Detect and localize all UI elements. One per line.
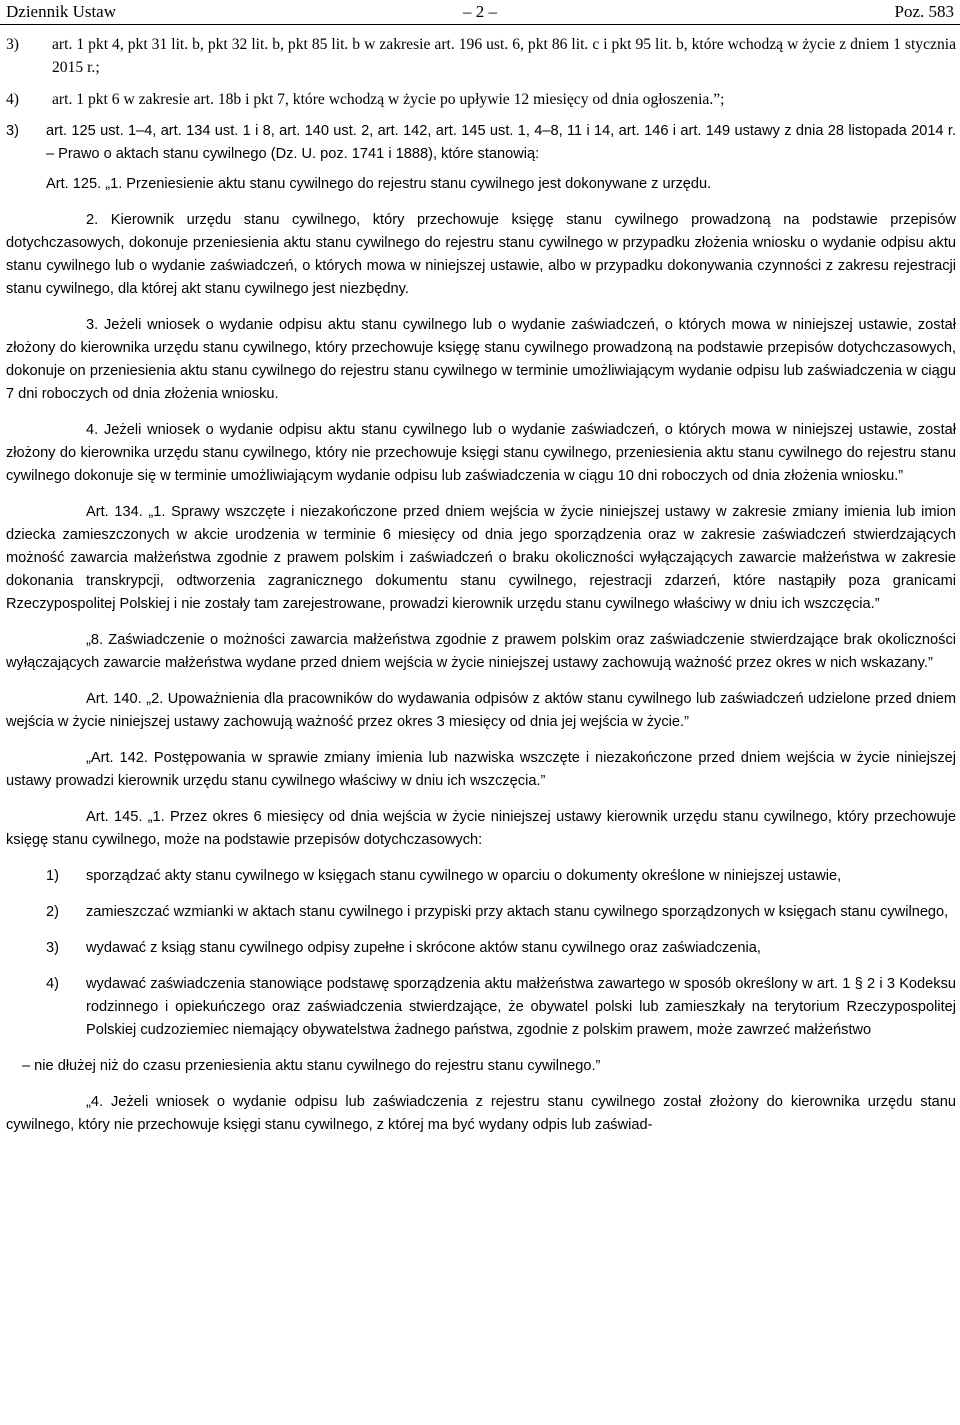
point-text: sporządzać akty stanu cywilnego w księgach stanu cywilnego w oparciu o dokumenty określone w niniejszej ustawie, xyxy=(86,868,842,884)
numbered-point xyxy=(0,937,960,960)
paragraph: „Art. 142. Postępowania w sprawie zmiany imienia lub nazwiska wszczęte i niezakończone przed dniem wejścia w życie niniejszej ustawy prowadzi kierownik urzędu stanu cywilnego właściwy w dniu ich wszczęcia.” xyxy=(6,750,956,789)
item-text: art. 125 ust. 1–4, art. 134 ust. 1 i 8, art. 140 ust. 2, art. 142, art. 145 ust. 1, 4–8, 11 i 14, art. 146 i art. 149 ustawy z dnia 28 listopada 2014 r. – Prawo o aktach stanu cywilnego (Dz. U. poz. 1741 i 1888), które stanowią: xyxy=(46,123,956,162)
numbered-point xyxy=(0,901,960,924)
paragraph: „8. Zaświadczenie o możności zawarcia małżeństwa zgodnie z prawem polskim oraz zaświadczenie stwierdzające brak okoliczności wyłączających zawarcie małżeństwa wydane przed dniem wejścia w życie niniejszej ustawy zachowują ważność przez okres w nich wskazany.” xyxy=(6,632,956,671)
list-item xyxy=(0,33,960,79)
point-number: 3) xyxy=(46,940,59,956)
paragraph: 2. Kierownik urzędu stanu cywilnego, który przechowuje księgę stanu cywilnego prowadzoną na podstawie przepisów dotychczasowych, dokonuje przeniesienia aktu stanu cywilnego do rejestru stanu cywilnego w przypadku złożenia wniosku o wydanie odpisu aktu stanu cywilnego lub o wydanie zaświadczeń, o których mowa w niniejszej ustawie, albo w przypadku dokonywania czynności z zakresu rejestracji stanu cywilnego, dla której akt stanu cywilnego jest niezbędny. xyxy=(6,212,956,297)
point-number: 1) xyxy=(46,868,59,884)
point-text: zamieszczać wzmianki w aktach stanu cywilnego i przypiski przy aktach stanu cywilnego sporządzonych w księgach stanu cywilnego, xyxy=(86,904,949,920)
document-body xyxy=(0,33,960,1137)
item-text: art. 1 pkt 6 w zakresie art. 18b i pkt 7, które wchodzą w życie po upływie 12 miesięcy od dnia ogłoszenia.”; xyxy=(52,91,725,108)
paragraph: Art. 134. „1. Sprawy wszczęte i niezakończone przed dniem wejścia w życie niniejszej ustawy w zakresie zmiany imienia lub imion dziecka zamieszczonych w akcie urodzenia w terminie 6 miesięcy od dnia jego sporządzenia oraz w zakresie zaświadczeń stwierdzających możność zawarcia małżeństwa zgodnie z prawem polskim i zaświadczeń o braku okoliczności wyłączających zawarcie małżeństwa w zakresie dokonania transkrypcji, odtworzenia zagranicznego dokumentu stanu cywilnego, rejestracji zdarzeń, które nastąpiły poza granicami Rzeczypospolitej Polskiej i nie zostały tam zarejestrowane, prowadzi kierownik urzędu stanu cywilnego właściwy w dniu ich wszczęcia.” xyxy=(6,504,956,612)
paragraph: 4. Jeżeli wniosek o wydanie odpisu aktu stanu cywilnego lub o wydanie zaświadczeń, o których mowa w niniejszej ustawie, został złożony do kierownika urzędu stanu cywilnego, który nie przechowuje księgi stanu cywilnego, przeniesienia aktu stanu cywilnego do rejestru stanu cywilnego dokonuje się w terminie umożliwiającym wydanie odpisu lub zaświadczenia w ciągu 10 dni roboczych od dnia złożenia wniosku.” xyxy=(6,422,956,484)
item-text: art. 1 pkt 4, pkt 31 lit. b, pkt 32 lit. b, pkt 85 lit. b w zakresie art. 196 ust. 6, pkt 86 lit. c i pkt 95 lit. b, które wchodzą w życie z dniem 1 stycznia 2015 r.; xyxy=(52,36,956,76)
paragraph: 3. Jeżeli wniosek o wydanie odpisu aktu stanu cywilnego lub o wydanie zaświadczeń, o których mowa w niniejszej ustawie, został złożony do kierownika urzędu stanu cywilnego, który przechowuje księgę stanu cywilnego prowadzoną na podstawie przepisów dotychczasowych, dokonuje on przeniesienia aktu stanu cywilnego do rejestru stanu cywilnego w terminie umożliwiającym wydanie odpisu lub zaświadczenia w ciągu 7 dni roboczych od dnia złożenia wniosku. xyxy=(6,317,956,402)
point-number: 4) xyxy=(46,976,59,992)
numbered-point xyxy=(0,865,960,888)
last-paragraph: „4. Jeżeli wniosek o wydanie odpisu lub zaświadczenia z rejestru stanu cywilnego został złożony do kierownika urzędu stanu cywilnego, który nie przechowuje księgi stanu cywilnego, z której ma być wydany odpis lub zaświad- xyxy=(6,1094,956,1133)
page-number: – 2 – xyxy=(463,2,497,21)
article-125-line: Art. 125. „1. Przeniesienie aktu stanu cywilnego do rejestru stanu cywilnego jest dokonywane z urzędu. xyxy=(46,176,712,192)
journal-title: Dziennik Ustaw xyxy=(6,2,117,21)
numbered-point xyxy=(0,973,960,1042)
main-list-item xyxy=(0,120,960,166)
page-header xyxy=(0,0,960,25)
dash-line: – nie dłużej niż do czasu przeniesienia aktu stanu cywilnego do rejestru stanu cywilnego.” xyxy=(22,1058,601,1074)
item-number: 3) xyxy=(6,123,19,139)
point-number: 2) xyxy=(46,904,59,920)
point-text: wydawać zaświadczenia stanowiące podstawę sporządzenia aktu małżeństwa zawartego w sposób określony w art. 1 § 2 i 3 Kodeksu rodzinnego i opiekuńczego oraz zaświadczenia stwierdzające, że obywatel polski lub zamieszkały na terytorium Rzeczypospolitej Polskiej cudzoziemiec niemający obywatelstwa żadnego państwa, zgodnie z polskim prawem, może zawrzeć małżeństwo xyxy=(86,976,956,1038)
item-number: 4) xyxy=(6,91,19,108)
list-item xyxy=(0,88,960,111)
point-text: wydawać z ksiąg stanu cywilnego odpisy zupełne i skrócone aktów stanu cywilnego oraz zaświadczenia, xyxy=(86,940,761,956)
item-number: 3) xyxy=(6,36,19,53)
position-number: Poz. 583 xyxy=(894,2,954,21)
paragraph: Art. 140. „2. Upoważnienia dla pracowników do wydawania odpisów z aktów stanu cywilnego lub zaświadczeń udzielone przed dniem wejścia w życie niniejszej ustawy zachowują ważność przez okres 3 miesięcy od dnia jej wejścia w życie.” xyxy=(6,691,956,730)
paragraph: Art. 145. „1. Przez okres 6 miesięcy od dnia wejścia w życie niniejszej ustawy kierownik urzędu stanu cywilnego, który przechowuje księgę stanu cywilnego, może na podstawie przepisów dotychczasowych: xyxy=(6,809,956,848)
